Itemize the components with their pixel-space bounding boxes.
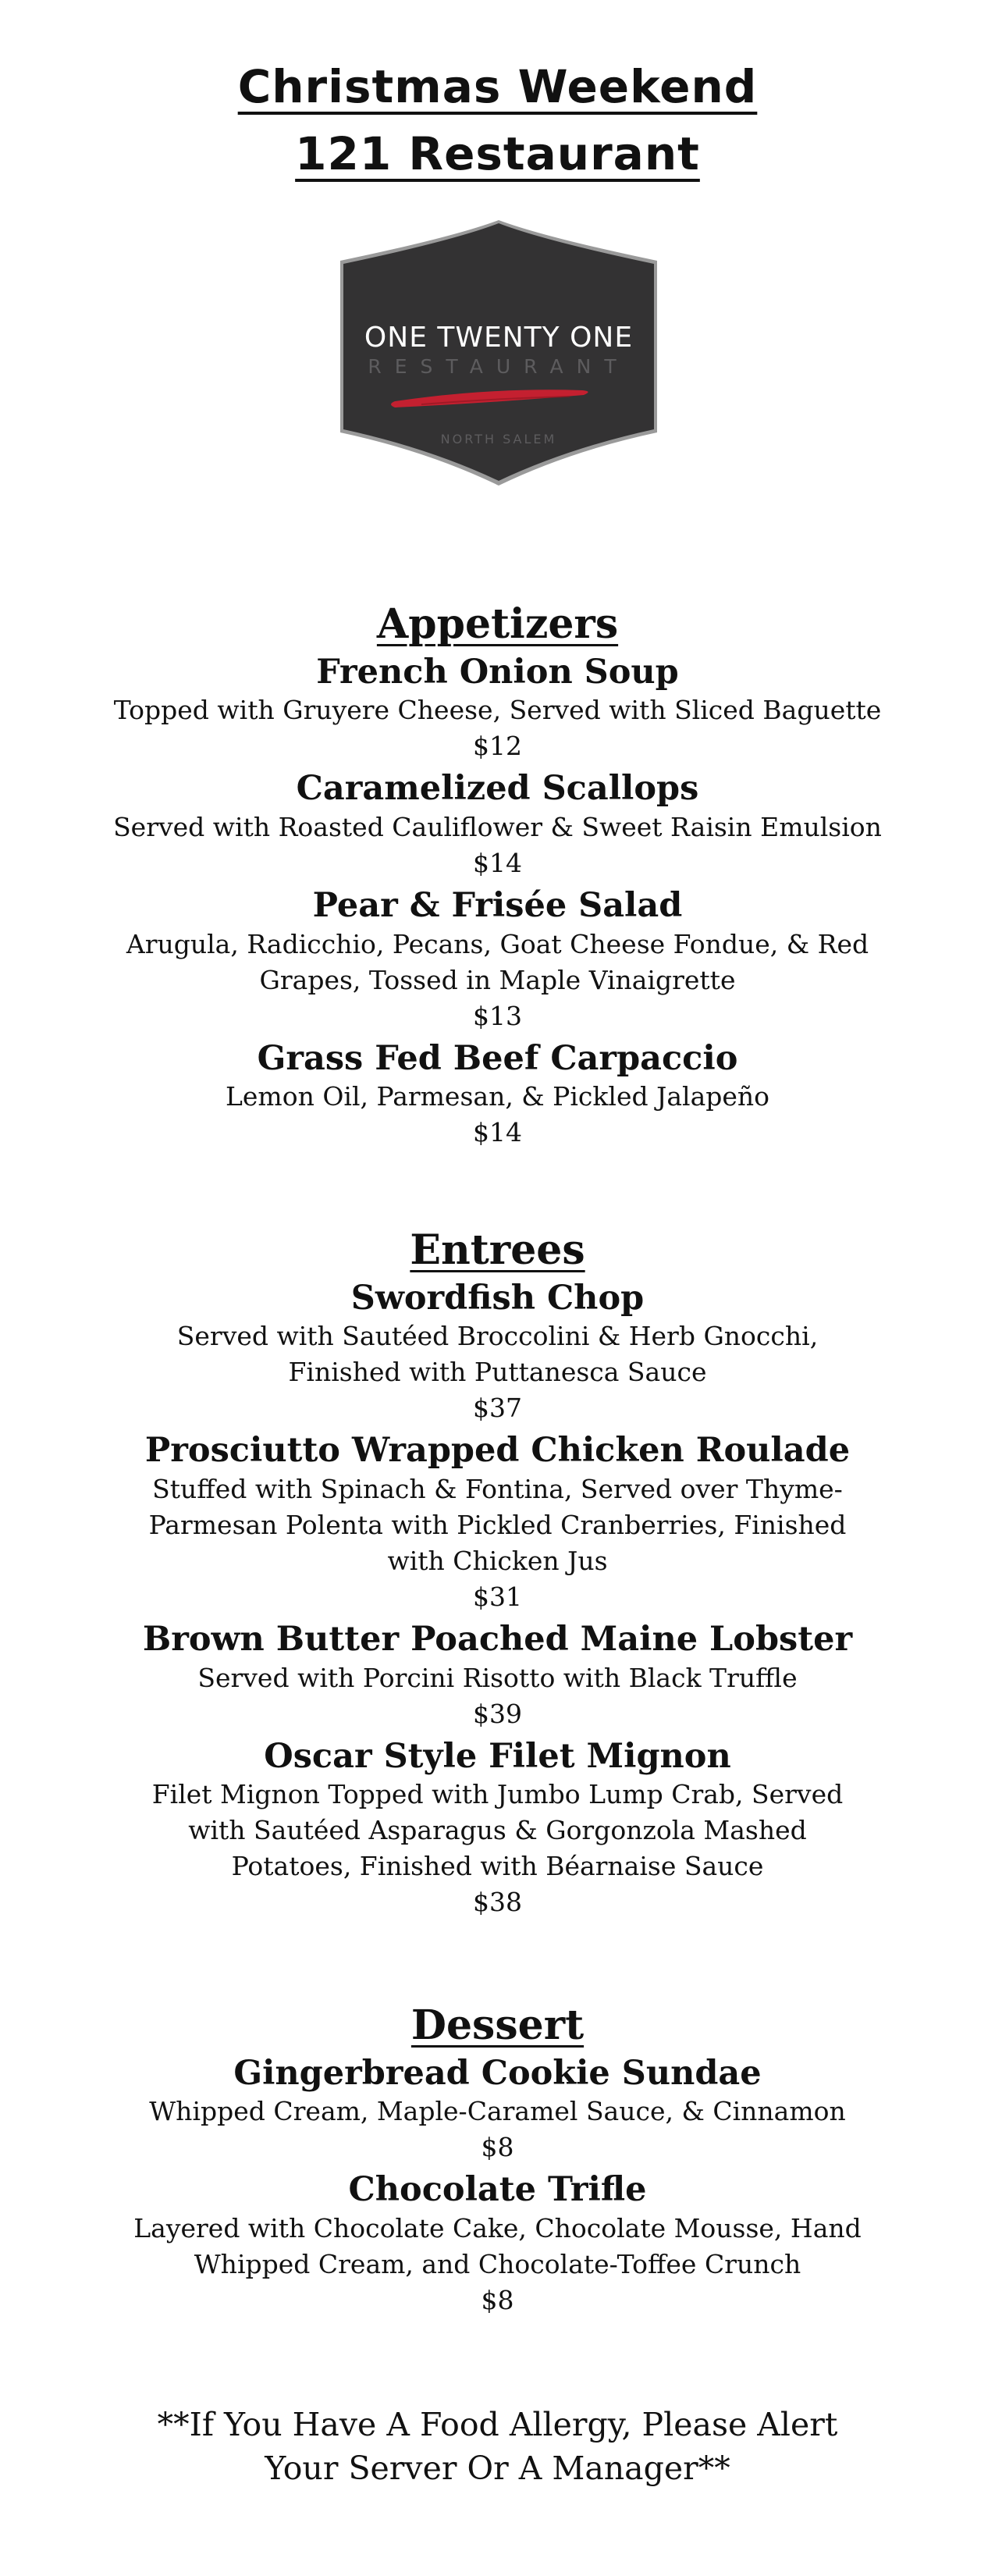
menu-item — [0, 886, 995, 1034]
item-price: $8 — [481, 2132, 514, 2163]
item-description: Topped with Gruyere Cheese, Served with Sliced Baguette — [113, 695, 882, 726]
item-price: $14 — [473, 1117, 522, 1148]
dessert-section — [0, 2002, 995, 2323]
item-name: Chocolate Trifle — [348, 2170, 647, 2210]
restaurant-name: 121 Restaurant — [295, 127, 700, 180]
logo-line3: NORTH SALEM — [440, 432, 557, 447]
menu-item — [0, 769, 995, 881]
item-name: Prosciutto Wrapped Chicken Roulade — [144, 1431, 851, 1471]
item-price: $14 — [473, 847, 522, 878]
item-price: $38 — [473, 1887, 522, 1918]
item-price: $12 — [473, 731, 522, 762]
item-price: $8 — [481, 2284, 514, 2315]
menu-item — [0, 1620, 995, 1732]
item-description: Whipped Cream, Maple-Caramel Sauce, & Cinnamon — [149, 2096, 846, 2127]
item-description: Served with Sautéed Broccolini & Herb Gnocchi, Finished with Puttanesca Sauce — [176, 1321, 819, 1388]
appetizers-section — [0, 601, 995, 1155]
allergy-section — [0, 2403, 995, 2490]
item-name: Gingerbread Cookie Sundae — [233, 2053, 762, 2093]
item-description: Lemon Oil, Parmesan, & Pickled Jalapeño — [225, 1081, 770, 1112]
item-description: Stuffed with Spinach & Fontina, Served over Thyme-Parmesan Polenta with Pickled Cranberries, Finished with Chicken Jus — [148, 1473, 847, 1576]
item-name: Caramelized Scallops — [296, 769, 699, 809]
allergy-note: **If You Have A Food Allergy, Please Alert Your Server Or A Manager** — [157, 2406, 838, 2487]
restaurant-logo — [336, 217, 662, 489]
item-name: Swordfish Chop — [350, 1278, 645, 1318]
menu-item — [0, 2170, 995, 2318]
item-price: $39 — [473, 1698, 522, 1729]
logo-line2: RESTAURANT — [368, 355, 630, 378]
item-name: Brown Butter Poached Maine Lobster — [142, 1619, 853, 1659]
item-name: French Onion Soup — [316, 652, 679, 692]
menu-title: Christmas Weekend — [237, 60, 758, 113]
item-description: Arugula, Radicchio, Pecans, Goat Cheese Fondue, & Red Grapes, Tossed in Maple Vinaigrette — [126, 928, 869, 995]
menu-item — [0, 2054, 995, 2166]
item-name: Oscar Style Filet Mignon — [264, 1736, 731, 1776]
item-description: Layered with Chocolate Cake, Chocolate Mousse, Hand Whipped Cream, and Chocolate-Toffee Crunch — [133, 2212, 862, 2279]
item-name: Grass Fed Beef Carpaccio — [257, 1038, 738, 1078]
entrees-heading: Entrees — [410, 1226, 585, 1274]
menu-item — [0, 1279, 995, 1427]
item-description: Served with Porcini Risotto with Black Truffle — [197, 1662, 798, 1693]
item-price: $13 — [473, 1000, 522, 1031]
menu-item — [0, 653, 995, 765]
logo-line1: ONE TWENTY ONE — [364, 322, 634, 354]
menu-item — [0, 1039, 995, 1151]
item-description: Served with Roasted Cauliflower & Sweet Raisin Emulsion — [113, 811, 882, 842]
menu-item — [0, 1737, 995, 1921]
item-name: Pear & Frisée Salad — [312, 885, 683, 925]
item-price: $31 — [473, 1581, 522, 1612]
menu-item — [0, 1431, 995, 1615]
item-price: $37 — [473, 1393, 522, 1424]
entrees-section — [0, 1227, 995, 1925]
item-description: Filet Mignon Topped with Jumbo Lump Crab, Served with Sautéed Asparagus & Gorgonzola Mashed Potatoes, Finished with Béarnaise Sauce — [151, 1779, 844, 1882]
dessert-heading: Dessert — [410, 2001, 585, 2049]
appetizers-heading: Appetizers — [376, 600, 619, 648]
